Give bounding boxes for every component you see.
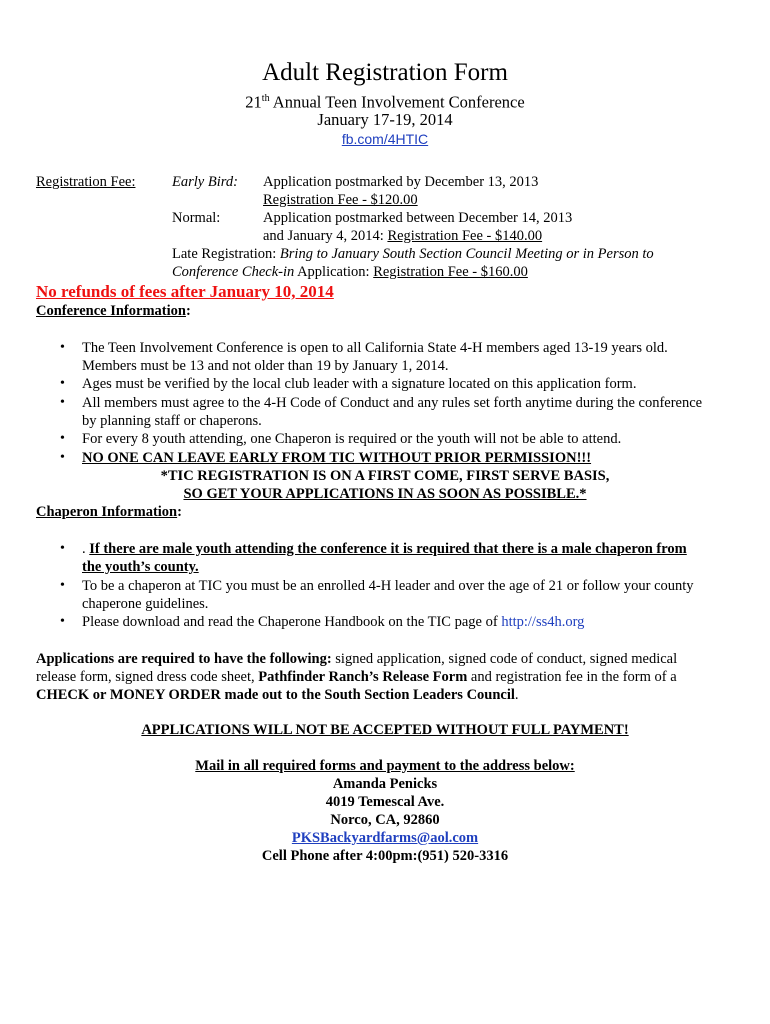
normal-deadline: Application postmarked between December 14, 2013 [263, 210, 573, 226]
bullet-icon: • [60, 614, 65, 629]
applications-line3-end: . [514, 687, 519, 703]
page-title: Adult Registration Form [262, 59, 508, 86]
facebook-link[interactable]: fb.com/4HTIC [341, 131, 429, 147]
chaperon-bullet-1-prefix: . [82, 541, 90, 557]
conference-bullet-5: NO ONE CAN LEAVE EARLY FROM TIC WITHOUT PRIOR PERMISSION!!! [82, 450, 592, 466]
normal-fee-line [263, 227, 542, 245]
first-come-notice-line2: SO GET YOUR APPLICATIONS IN AS SOON AS POSSIBLE.* [183, 486, 587, 502]
normal-fee-prefix: and January 4, 2014: [263, 228, 388, 244]
mail-name: Amanda Penicks [332, 776, 438, 792]
chaperon-bullet-3 [82, 613, 584, 631]
applications-lead: Applications are required to have the following: [36, 651, 332, 667]
chaperon-info-heading [36, 503, 182, 521]
ordinal-suffix: th [261, 93, 270, 104]
pathfinder-release-form: Pathfinder Ranch’s Release Form [258, 669, 468, 685]
conference-heading-text: Conference Information [36, 303, 186, 319]
late-application-label: Application: [294, 264, 374, 280]
late-label: Late Registration: [172, 246, 280, 262]
chaperon-bullet-3-text: Please download and read the Chaperone Handbook on the TIC page of [82, 614, 502, 630]
conference-bullet-1-line2: Members must be 13 and not older than 19 by January 1, 2014. [82, 358, 449, 374]
bullet-icon: • [60, 541, 65, 556]
bullet-icon: • [60, 395, 65, 410]
early-bird-deadline: Application postmarked by December 13, 2013 [263, 174, 539, 190]
conference-heading-colon: : [185, 303, 191, 319]
applications-line2-post: and registration fee in the form of a [467, 669, 677, 685]
facebook-row [0, 130, 770, 149]
conference-dates: January 17-19, 2014 [317, 110, 453, 129]
conference-name [0, 89, 770, 113]
registration-fee-label: Registration Fee: [36, 174, 136, 190]
chaperon-heading-text: Chaperon Information [36, 504, 178, 520]
late-registration-line1 [172, 245, 654, 263]
late-fee: Registration Fee - $160.00 [373, 264, 528, 280]
first-come-notice-line1: *TIC REGISTRATION IS ON A FIRST COME, FIRST SERVE BASIS, [160, 468, 610, 484]
chaperon-bullet-1-line2: the youth’s county. [82, 559, 199, 575]
applications-line1-rest: signed application, signed code of conduct, signed medical [331, 651, 678, 667]
chaperon-bullet-1-line1 [82, 540, 687, 558]
applications-line2-pre: release form, signed dress code sheet, [36, 669, 259, 685]
applications-line2 [36, 668, 677, 686]
early-bird-fee: Registration Fee - $120.00 [263, 192, 418, 208]
conference-bullet-4: For every 8 youth attending, one Chaperon is required or the youth will not be able to attend. [82, 431, 622, 447]
no-refunds-notice: No refunds of fees after January 10, 2014 [36, 282, 334, 301]
chaperon-bullet-1-text: If there are male youth attending the conference it is required that there is a male chaperon from [89, 541, 687, 557]
mail-phone: Cell Phone after 4:00pm:(951) 520-3316 [261, 848, 509, 864]
normal-label-text: Normal: [172, 210, 221, 226]
late-registration-line2 [172, 263, 528, 281]
conference-bullet-1-line1: The Teen Involvement Conference is open to all California State 4-H members aged 13-19 years old. [82, 340, 668, 356]
bullet-icon: • [60, 431, 65, 446]
ordinal-number: 21 [245, 92, 262, 112]
mail-heading: Mail in all required forms and payment to the address below: [195, 758, 575, 774]
conference-name-text: Annual Teen Involvement Conference [269, 92, 525, 112]
mail-email-row [0, 829, 770, 847]
normal-fee: Registration Fee - $140.00 [387, 228, 543, 244]
normal-label [172, 209, 220, 227]
ss4h-link[interactable]: http://ss4h.org [501, 614, 585, 630]
conference-bullet-3-line1: All members must agree to the 4-H Code of Conduct and any rules set forth anytime during the conference [82, 395, 703, 411]
mail-street: 4019 Temescal Ave. [325, 794, 445, 810]
bullet-icon: • [60, 376, 65, 391]
chaperon-bullet-2-line2: chaperone guidelines. [82, 596, 209, 612]
mail-city: Norco, CA, 92860 [330, 812, 440, 828]
conference-bullet-3-line2: by planning staff or chaperons. [82, 413, 262, 429]
late-checkin: Conference Check-in [172, 264, 295, 280]
payment-instructions: CHECK or MONEY ORDER made out to the South Section Leaders Council [36, 687, 515, 703]
full-payment-warning: APPLICATIONS WILL NOT BE ACCEPTED WITHOUT FULL PAYMENT! [141, 722, 629, 738]
applications-line1 [36, 650, 677, 668]
chaperon-bullet-2-line1: To be a chaperon at TIC you must be an enrolled 4-H leader and over the age of 21 or follow your county [82, 578, 694, 594]
bullet-icon: • [60, 340, 65, 355]
conference-info-heading [36, 302, 191, 320]
conference-bullet-2: Ages must be verified by the local club leader with a signature located on this application form. [82, 376, 637, 392]
bullet-icon: • [60, 578, 65, 593]
early-bird-label: Early Bird: [172, 174, 238, 190]
bullet-icon: • [60, 450, 65, 465]
late-instructions: Bring to January South Section Council Meeting or in Person to [279, 246, 654, 262]
chaperon-heading-colon: : [177, 504, 182, 520]
applications-line3 [36, 686, 519, 704]
mail-email-link[interactable]: PKSBackyardfarms@aol.com [291, 830, 479, 846]
